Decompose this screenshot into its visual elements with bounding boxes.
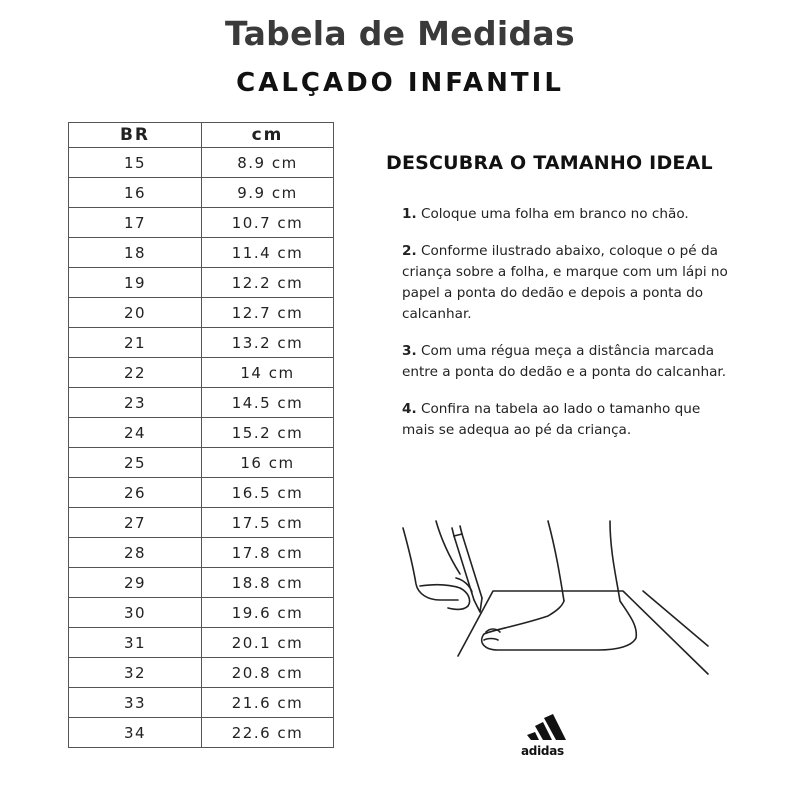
brand-name: adidas (521, 744, 564, 758)
br-size-cell: 22 (69, 358, 202, 388)
table-header-row (69, 123, 334, 148)
table-row (69, 268, 334, 298)
br-size-cell: 32 (69, 658, 202, 688)
table-row (69, 628, 334, 658)
table-row (69, 718, 334, 748)
br-size-cell: 19 (69, 268, 202, 298)
cm-length-cell: 16 cm (202, 448, 334, 478)
table-row (69, 208, 334, 238)
table-row (69, 478, 334, 508)
table-row (69, 328, 334, 358)
br-size-cell: 33 (69, 688, 202, 718)
br-size-cell: 16 (69, 178, 202, 208)
table-row (69, 568, 334, 598)
table-row (69, 298, 334, 328)
guide-step-1 (402, 204, 732, 225)
cm-length-cell: 18.8 cm (202, 568, 334, 598)
cm-length-cell: 8.9 cm (202, 148, 334, 178)
guide-step-4 (402, 399, 732, 441)
cm-length-cell: 19.6 cm (202, 598, 334, 628)
br-size-cell: 30 (69, 598, 202, 628)
cm-length-cell: 16.5 cm (202, 478, 334, 508)
cm-length-cell: 10.7 cm (202, 208, 334, 238)
cm-length-cell: 12.2 cm (202, 268, 334, 298)
step-number: 3. (402, 343, 417, 359)
table-row (69, 388, 334, 418)
table-row (69, 178, 334, 208)
table-row (69, 238, 334, 268)
cm-length-cell: 9.9 cm (202, 178, 334, 208)
br-size-cell: 23 (69, 388, 202, 418)
br-size-cell: 34 (69, 718, 202, 748)
page-subtitle: CALÇADO INFANTIL (236, 68, 564, 98)
cm-length-cell: 11.4 cm (202, 238, 334, 268)
cm-length-cell: 14 cm (202, 358, 334, 388)
table-row (69, 448, 334, 478)
guide-step-2 (402, 241, 732, 325)
cm-length-cell: 17.8 cm (202, 538, 334, 568)
br-size-cell: 29 (69, 568, 202, 598)
br-size-cell: 26 (69, 478, 202, 508)
step-text: Coloque uma folha em branco no chão. (420, 206, 689, 222)
br-size-cell: 20 (69, 298, 202, 328)
step-text: Conforme ilustrado abaixo, coloque o pé da criança sobre a folha, e marque com um lápi no papel a ponta do dedão e depois a ponta do calcanhar. (402, 243, 728, 322)
br-size-cell: 31 (69, 628, 202, 658)
guide-title: DESCUBRA O TAMANHO IDEAL (386, 152, 713, 174)
table-row (69, 148, 334, 178)
cm-length-cell: 12.7 cm (202, 298, 334, 328)
guide-steps (402, 204, 732, 457)
size-table (68, 122, 334, 748)
br-size-cell: 24 (69, 418, 202, 448)
table-row (69, 598, 334, 628)
br-size-cell: 28 (69, 538, 202, 568)
step-number: 1. (402, 206, 417, 222)
guide-step-3 (402, 341, 732, 383)
page-title: Tabela de Medidas (225, 14, 575, 53)
br-size-cell: 17 (69, 208, 202, 238)
column-header-cm: cm (202, 123, 334, 148)
cm-length-cell: 22.6 cm (202, 718, 334, 748)
br-size-cell: 27 (69, 508, 202, 538)
table-row (69, 508, 334, 538)
cm-length-cell: 20.8 cm (202, 658, 334, 688)
table-row (69, 538, 334, 568)
table-row (69, 418, 334, 448)
cm-length-cell: 15.2 cm (202, 418, 334, 448)
table-row (69, 358, 334, 388)
br-size-cell: 15 (69, 148, 202, 178)
foot-measuring-illustration-icon (398, 506, 718, 686)
cm-length-cell: 21.6 cm (202, 688, 334, 718)
cm-length-cell: 20.1 cm (202, 628, 334, 658)
cm-length-cell: 13.2 cm (202, 328, 334, 358)
cm-length-cell: 17.5 cm (202, 508, 334, 538)
br-size-cell: 25 (69, 448, 202, 478)
column-header-br: BR (69, 123, 202, 148)
step-number: 2. (402, 243, 417, 259)
step-text: Com uma régua meça a distância marcada entre a ponta do dedão e a ponta do calcanhar. (402, 343, 727, 380)
size-table-body (69, 148, 334, 748)
step-text: Confira na tabela ao lado o tamanho que mais se adequa ao pé da criança. (402, 401, 701, 438)
table-row (69, 688, 334, 718)
cm-length-cell: 14.5 cm (202, 388, 334, 418)
step-number: 4. (402, 401, 417, 417)
table-row (69, 658, 334, 688)
br-size-cell: 18 (69, 238, 202, 268)
br-size-cell: 21 (69, 328, 202, 358)
